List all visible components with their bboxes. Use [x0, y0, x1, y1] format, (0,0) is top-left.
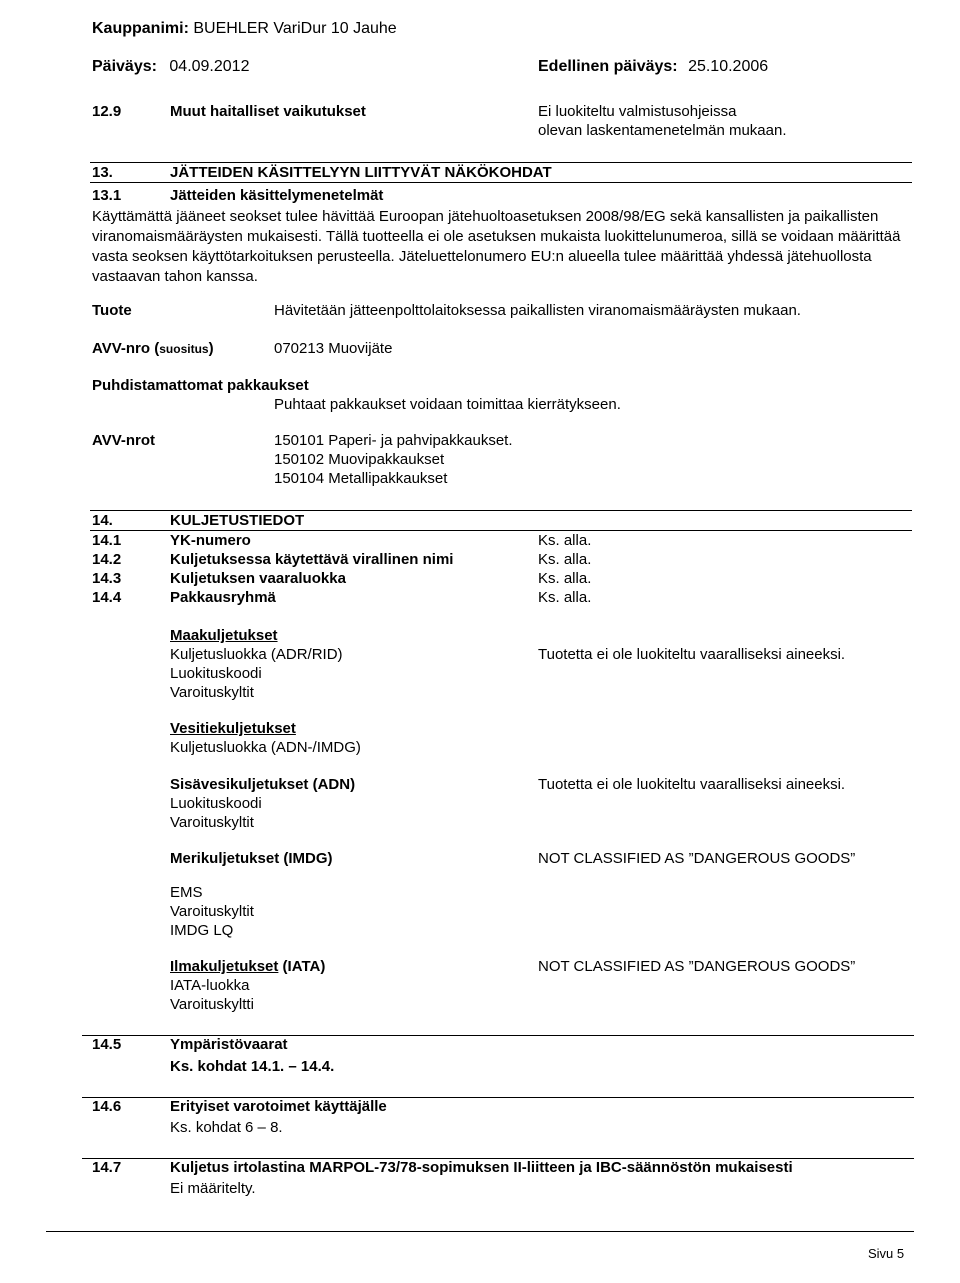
prev-date-label: Edellinen päiväys:: [538, 58, 678, 75]
page-number: Sivu 5: [868, 1246, 905, 1261]
s14-number: 14.: [92, 512, 113, 529]
s13-title: JÄTTEIDEN KÄSITTELYYN LIITTYVÄT NÄKÖKOHDAT: [170, 164, 552, 181]
s14-5-value: Ks. kohdat 14.1. – 14.4.: [170, 1058, 335, 1075]
air-title-rest: (IATA): [278, 958, 326, 975]
header-date: [92, 58, 249, 76]
s14-3-number: 14.3: [92, 570, 122, 587]
s14-1-value: Ks. alla.: [538, 532, 592, 549]
sea-title: Merikuljetukset (IMDG): [170, 850, 333, 867]
s14-2-label: Kuljetuksessa käytettävä virallinen nimi: [170, 551, 454, 568]
water-title: Vesitiekuljetukset: [170, 720, 296, 737]
s12-9-number: 12.9: [92, 103, 122, 120]
air-line-2: Varoituskyltti: [170, 996, 254, 1013]
s14-2-number: 14.2: [92, 551, 122, 568]
s13-1-title: Jätteiden käsittelymenetelmät: [170, 187, 384, 204]
header-prev-date: [538, 58, 768, 76]
s13-1-number: 13.1: [92, 187, 122, 204]
s14-title: KULJETUSTIEDOT: [170, 512, 305, 529]
air-line-1: IATA-luokka: [170, 977, 250, 994]
s14-2-value: Ks. alla.: [538, 551, 592, 568]
inland-value: Tuotetta ei ole luokiteltu vaaralliseksi aineeksi.: [538, 776, 846, 793]
uncleaned-label: Puhdistamattomat pakkaukset: [92, 377, 309, 394]
tuote-value: Hävitetään jätteenpolttolaitoksessa paikallisten viranomaismääräysten mukaan.: [274, 302, 801, 319]
road-value: Tuotetta ei ole luokiteltu vaaralliseksi aineeksi.: [538, 646, 846, 663]
s13-paragraph: Käyttämättä jääneet seokset tulee hävittää Euroopan jätehuoltoasetuksen 2008/98/EG sekä kansallisten ja paikallisten viranomaismääräysten mukaisesti. Tällä tuotteella ei ole asetuksen mukaista luokittelunumeroa, sillä se voidaan määrittää vasta seoksen käyttötarkoituksen perusteella. Jäteluettelonumero EU:n alueella tulee määrittää yhdessä jätehuollosta vastaavan tahon kanssa.: [92, 208, 901, 285]
prev-date-value: 25.10.2006: [688, 58, 769, 75]
company-label: Kauppanimi:: [92, 20, 189, 37]
date-label: Päiväys:: [92, 58, 157, 75]
road-line-1: Kuljetusluokka (ADR/RID): [170, 646, 343, 663]
s14-7-value: Ei määritelty.: [170, 1180, 256, 1197]
inland-line-1: Luokituskoodi: [170, 795, 262, 812]
header-company: [92, 20, 397, 38]
product-name: BUEHLER VariDur 10 Jauhe: [193, 20, 397, 37]
tuote-label: Tuote: [92, 302, 132, 319]
s14-4-label: Pakkausryhmä: [170, 589, 276, 606]
inland-title: Sisävesikuljetukset (ADN): [170, 776, 356, 793]
s14-4-number: 14.4: [92, 589, 122, 606]
s14-7-number: 14.7: [92, 1159, 122, 1176]
s13-number: 13.: [92, 164, 113, 181]
road-line-3: Varoituskyltit: [170, 684, 254, 701]
avv-label: [92, 340, 214, 358]
uncleaned-value: Puhtaat pakkaukset voidaan toimittaa kierrätykseen.: [274, 396, 621, 413]
water-line-1: Kuljetusluokka (ADN-/IMDG): [170, 739, 361, 756]
s12-9-value-1: Ei luokiteltu valmistusohjeissa: [538, 103, 737, 120]
inland-line-2: Varoituskyltit: [170, 814, 254, 831]
sea-line-2: Varoituskyltit: [170, 903, 254, 920]
s14-4-value: Ks. alla.: [538, 589, 592, 606]
s14-6-label: Erityiset varotoimet käyttäjälle: [170, 1098, 387, 1115]
avv-label-prefix: AVV-nro (: [92, 340, 160, 357]
s14-5-label: Ympäristövaarat: [170, 1036, 288, 1053]
date-value: 04.09.2012: [169, 58, 250, 75]
avv-label-small: suositus: [159, 342, 209, 356]
air-title-underlined: Ilmakuljetukset: [170, 958, 279, 975]
s14-3-value: Ks. alla.: [538, 570, 592, 587]
s14-7-label: Kuljetus irtolastina MARPOL-73/78-sopimuksen II-liitteen ja IBC-säännöstön mukaisesti: [170, 1159, 793, 1176]
s12-9-title: Muut haitalliset vaikutukset: [170, 103, 366, 120]
sea-value: NOT CLASSIFIED AS ”DANGEROUS GOODS”: [538, 850, 856, 867]
s14-6-value: Ks. kohdat 6 – 8.: [170, 1119, 283, 1136]
avv-value: 070213 Muovijäte: [274, 340, 393, 357]
avv-nrot-2: 150102 Muovipakkaukset: [274, 451, 445, 468]
avv-nrot-label: AVV-nrot: [92, 432, 156, 449]
s14-1-label: YK-numero: [170, 532, 251, 549]
avv-label-suffix: ): [208, 340, 214, 357]
road-title: Maakuljetukset: [170, 627, 278, 644]
s14-5-number: 14.5: [92, 1036, 122, 1053]
s13-heading-bar: [90, 162, 912, 183]
s14-6-number: 14.6: [92, 1098, 122, 1115]
s14-1-number: 14.1: [92, 532, 122, 549]
sea-line-1: EMS: [170, 884, 203, 901]
avv-nrot-3: 150104 Metallipakkaukset: [274, 470, 448, 487]
s14-3-label: Kuljetuksen vaaraluokka: [170, 570, 346, 587]
s12-9-value-2: olevan laskentamenetelmän mukaan.: [538, 122, 787, 139]
road-line-2: Luokituskoodi: [170, 665, 262, 682]
air-title: [170, 958, 325, 976]
avv-nrot-1: 150101 Paperi- ja pahvipakkaukset.: [274, 432, 513, 449]
air-value: NOT CLASSIFIED AS ”DANGEROUS GOODS”: [538, 958, 856, 975]
s14-heading-bar: [90, 510, 912, 531]
footer-rule: [46, 1231, 914, 1232]
sea-line-3: IMDG LQ: [170, 922, 234, 939]
